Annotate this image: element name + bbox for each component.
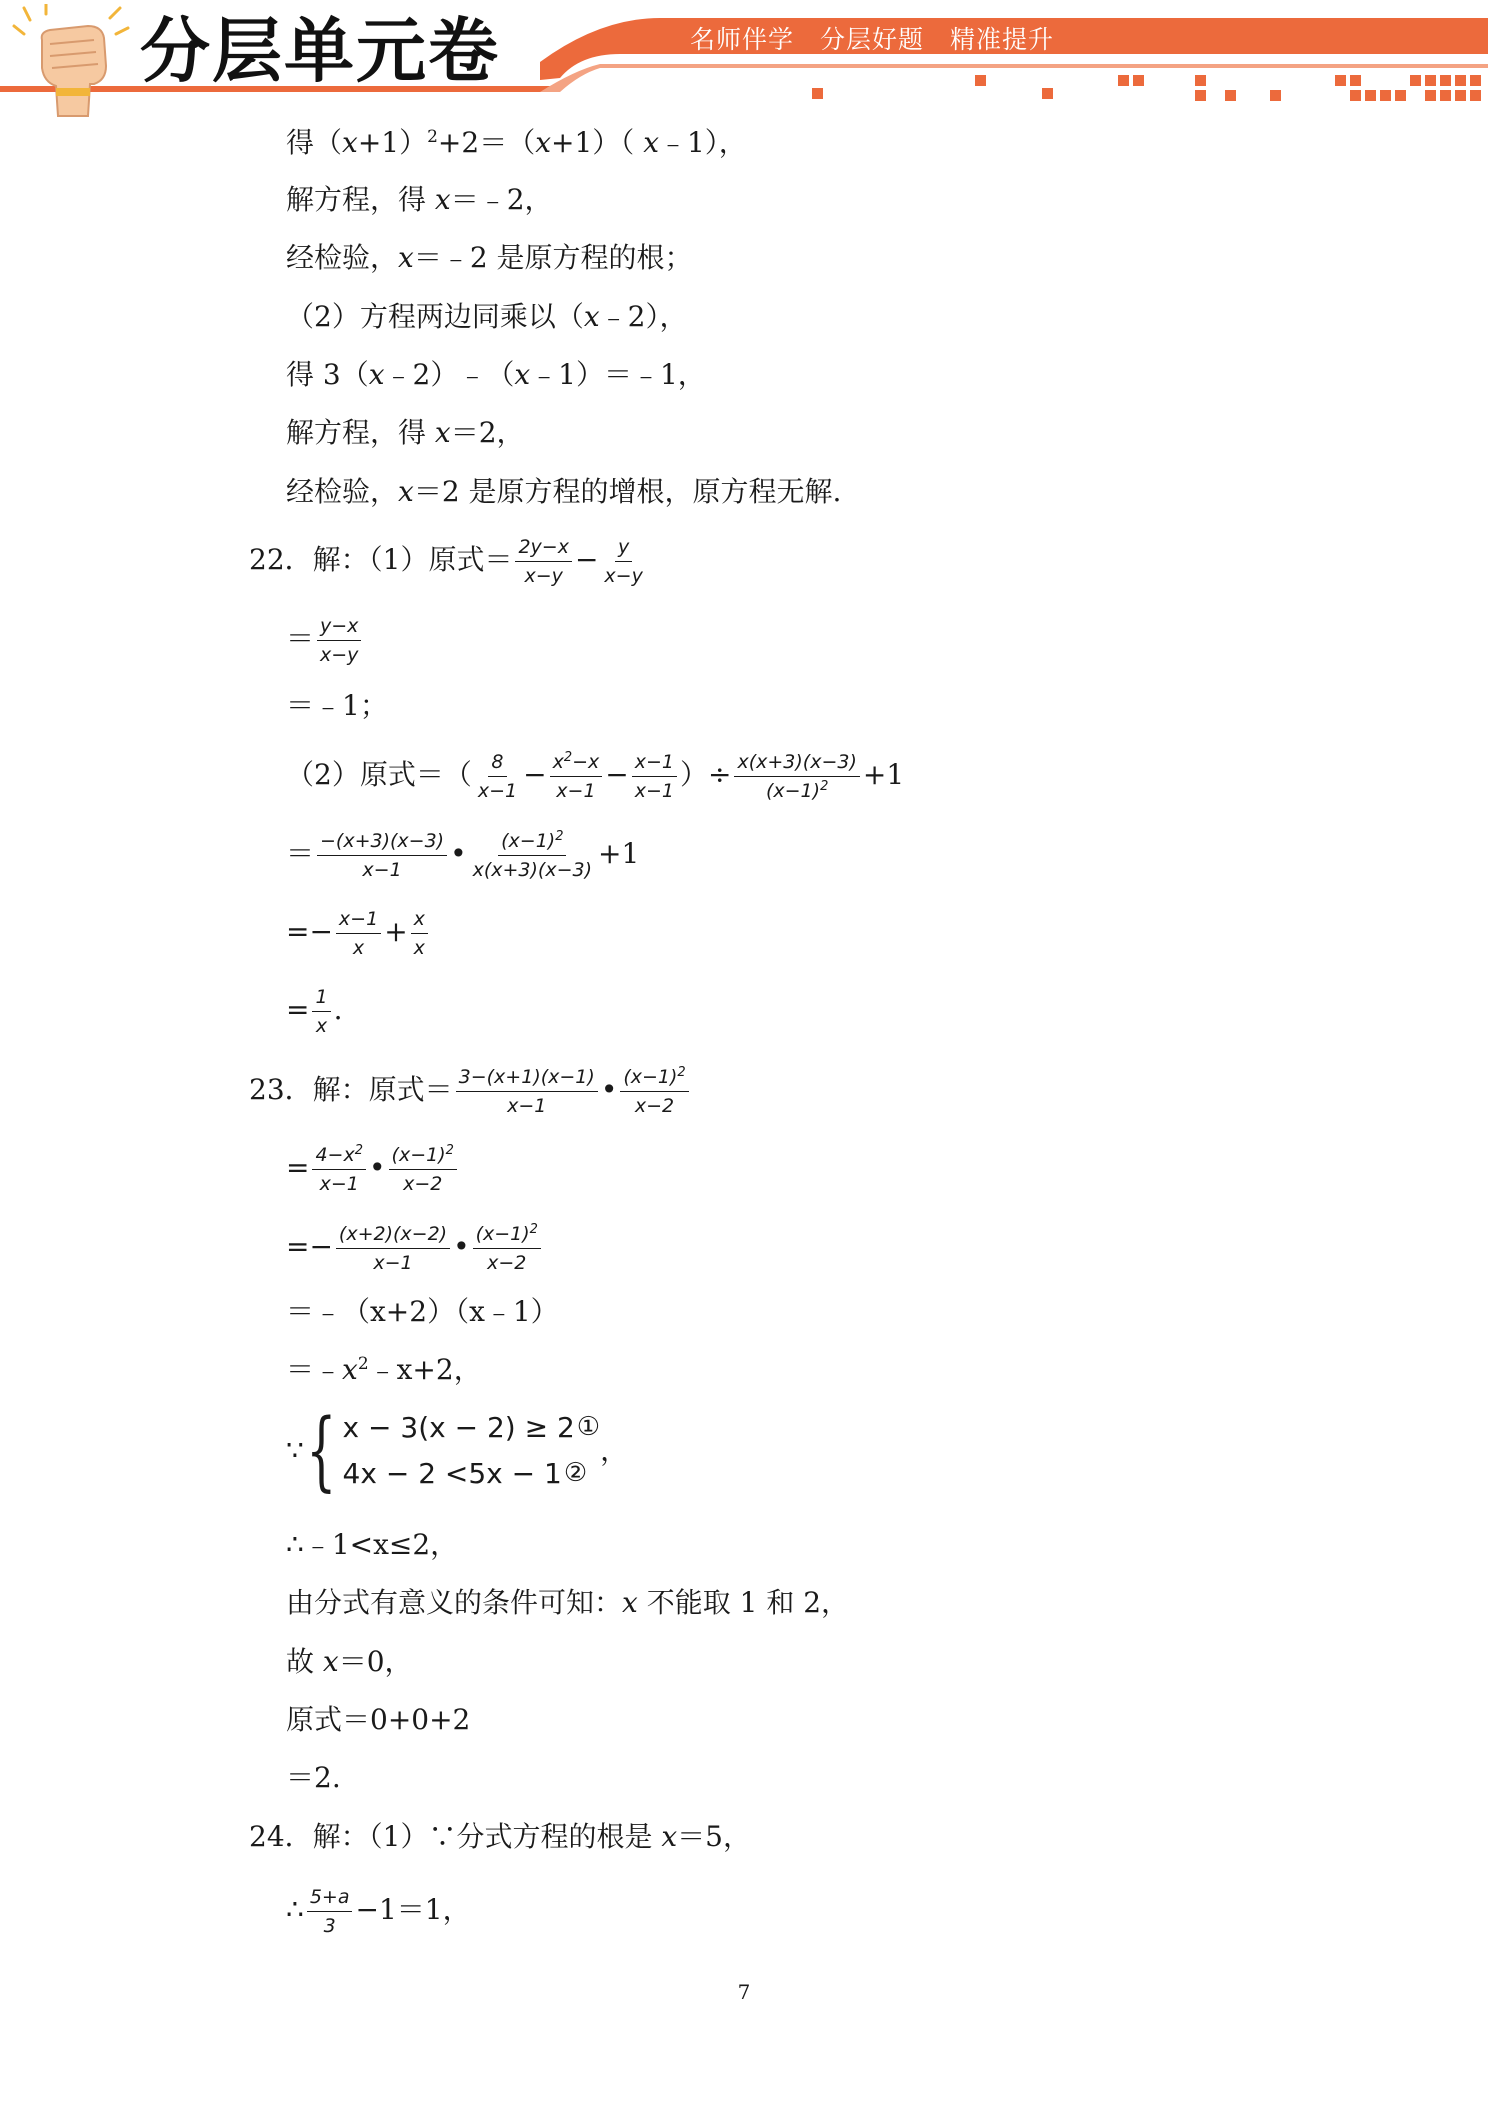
- fraction: $\frac{(x-1)^2}{x-2}$: [620, 1065, 688, 1118]
- solution-line: 经检验，x＝2 是原方程的增根，原方程无解.: [286, 475, 842, 508]
- solution-line: 原式＝0+0+2: [286, 1703, 471, 1736]
- solution-line: 故 x＝0，: [286, 1645, 413, 1678]
- fraction: $\frac{3-(x+1)(x-1)}{x-1}$: [456, 1065, 598, 1118]
- solution-line: 得 3（x﹣2）﹣（x﹣1）＝﹣1，: [286, 358, 706, 391]
- inequality-system: ∵ { x − 3(x − 2) ≥ 2① 4x − 2 <5x − 1② ，: [286, 1401, 629, 1501]
- fraction: $\frac{x-1}{x-1}$: [632, 750, 677, 803]
- fraction: $\frac{-(x+3)(x-3)}{x-1}$: [317, 829, 447, 882]
- header-slogan: 名师伴学 分层好题 精准提升: [690, 25, 1055, 54]
- page-header: [0, 0, 1488, 130]
- page-number: 7: [737, 1980, 751, 2004]
- fraction: $\frac{1}{x}$: [312, 985, 330, 1038]
- solution-line: ＝2.: [286, 1761, 341, 1794]
- question-24-line: 24．解：（1）∵分式方程的根是 x＝5，: [249, 1820, 751, 1853]
- solution-line: ∴﹣1<x≤2，: [286, 1528, 459, 1561]
- solution-line: ＝﹣1；: [286, 689, 388, 722]
- solution-line: =− $\frac{x-1}{x}$ + $\frac{x}{x}$: [286, 907, 431, 960]
- solution-line: ∴ $\frac{5+a}{3}$ −1＝1，: [286, 1886, 471, 1937]
- solution-line: 经检验，x＝﹣2 是原方程的根；: [286, 241, 693, 274]
- solution-line: ＝ $\frac{-(x+3)(x-3)}{x-1}$ • $\frac{(x-1)^2}{x(x+3)(x-3)}$ +1: [286, 829, 640, 881]
- question-22-line: 22．解：（1）原式＝ $\frac{2y-x}{x-y}$ − $\frac{y}{x-y}$: [249, 535, 649, 588]
- fraction: $\frac{(x+2)(x-2)}{x-1}$: [336, 1222, 450, 1275]
- fraction: $\frac{4-x^2}{x-1}$: [312, 1143, 366, 1196]
- fraction: $\frac{2y-x}{x-y}$: [515, 535, 572, 588]
- fraction: $\frac{(x-1)^2}{x(x+3)(x-3)}$: [472, 829, 593, 881]
- fraction: $\frac{8}{x-1}$: [477, 751, 518, 802]
- question-23-line: 23．解：原式＝ $\frac{3-(x+1)(x-1)}{x-1}$ • $\frac{(x-1)^2}{x-2}$: [249, 1065, 692, 1118]
- fraction: $\frac{x(x+3)(x-3)}{(x-1)^2}$: [734, 750, 859, 803]
- fraction: $\frac{y}{x-y}$: [604, 536, 643, 587]
- solution-line: ＝﹣（x+2）（x﹣1）: [286, 1295, 559, 1328]
- fraction: $\frac{y-x}{x-y}$: [317, 614, 361, 667]
- solution-line: （2）原式＝（ $\frac{8}{x-1}$ − $\frac{x^2-x}{x-1}$ − $\frac{x-1}{x-1}$ ）÷ $\frac{x(x+3)(x-3)}{(x-1)^2}$ +1: [286, 750, 905, 802]
- fist-icon: [10, 4, 130, 124]
- solution-line: =− $\frac{(x+2)(x-2)}{x-1}$ • $\frac{(x-1)^2}{x-2}$: [286, 1222, 544, 1275]
- solution-line: = $\frac{1}{x}$ .: [286, 986, 343, 1037]
- solution-line: 解方程，得 x＝﹣2，: [286, 183, 553, 216]
- fraction: $\frac{x}{x}$: [411, 907, 428, 960]
- fraction: $\frac{x^2-x}{x-1}$: [550, 750, 603, 803]
- solution-line: （2）方程两边同乘以（x﹣2），: [286, 300, 688, 333]
- solution-line: = $\frac{4-x^2}{x-1}$ • $\frac{(x-1)^2}{x-2}$: [286, 1143, 460, 1196]
- solution-line: 得$(x+1)^2+2=(x+1)$（ x﹣1），: [286, 126, 747, 159]
- solution-line: 由分式有意义的条件可知：x 不能取 1 和 2，: [286, 1586, 850, 1619]
- solution-line: $=﹣x^2﹣x+2$，: [286, 1353, 482, 1386]
- fraction: $\frac{5+a}{3}$: [307, 1885, 353, 1938]
- fraction: $\frac{x-1}{x}$: [336, 907, 381, 960]
- fraction: $\frac{(x-1)^2}{x-2}$: [389, 1143, 457, 1196]
- header-title: 分层单元卷: [140, 10, 500, 92]
- solution-line: 解方程，得 x＝2，: [286, 416, 525, 449]
- solution-line: ＝ $\frac{y-x}{x-y}$: [286, 614, 364, 667]
- fraction: $\frac{(x-1)^2}{x-2}$: [473, 1222, 541, 1275]
